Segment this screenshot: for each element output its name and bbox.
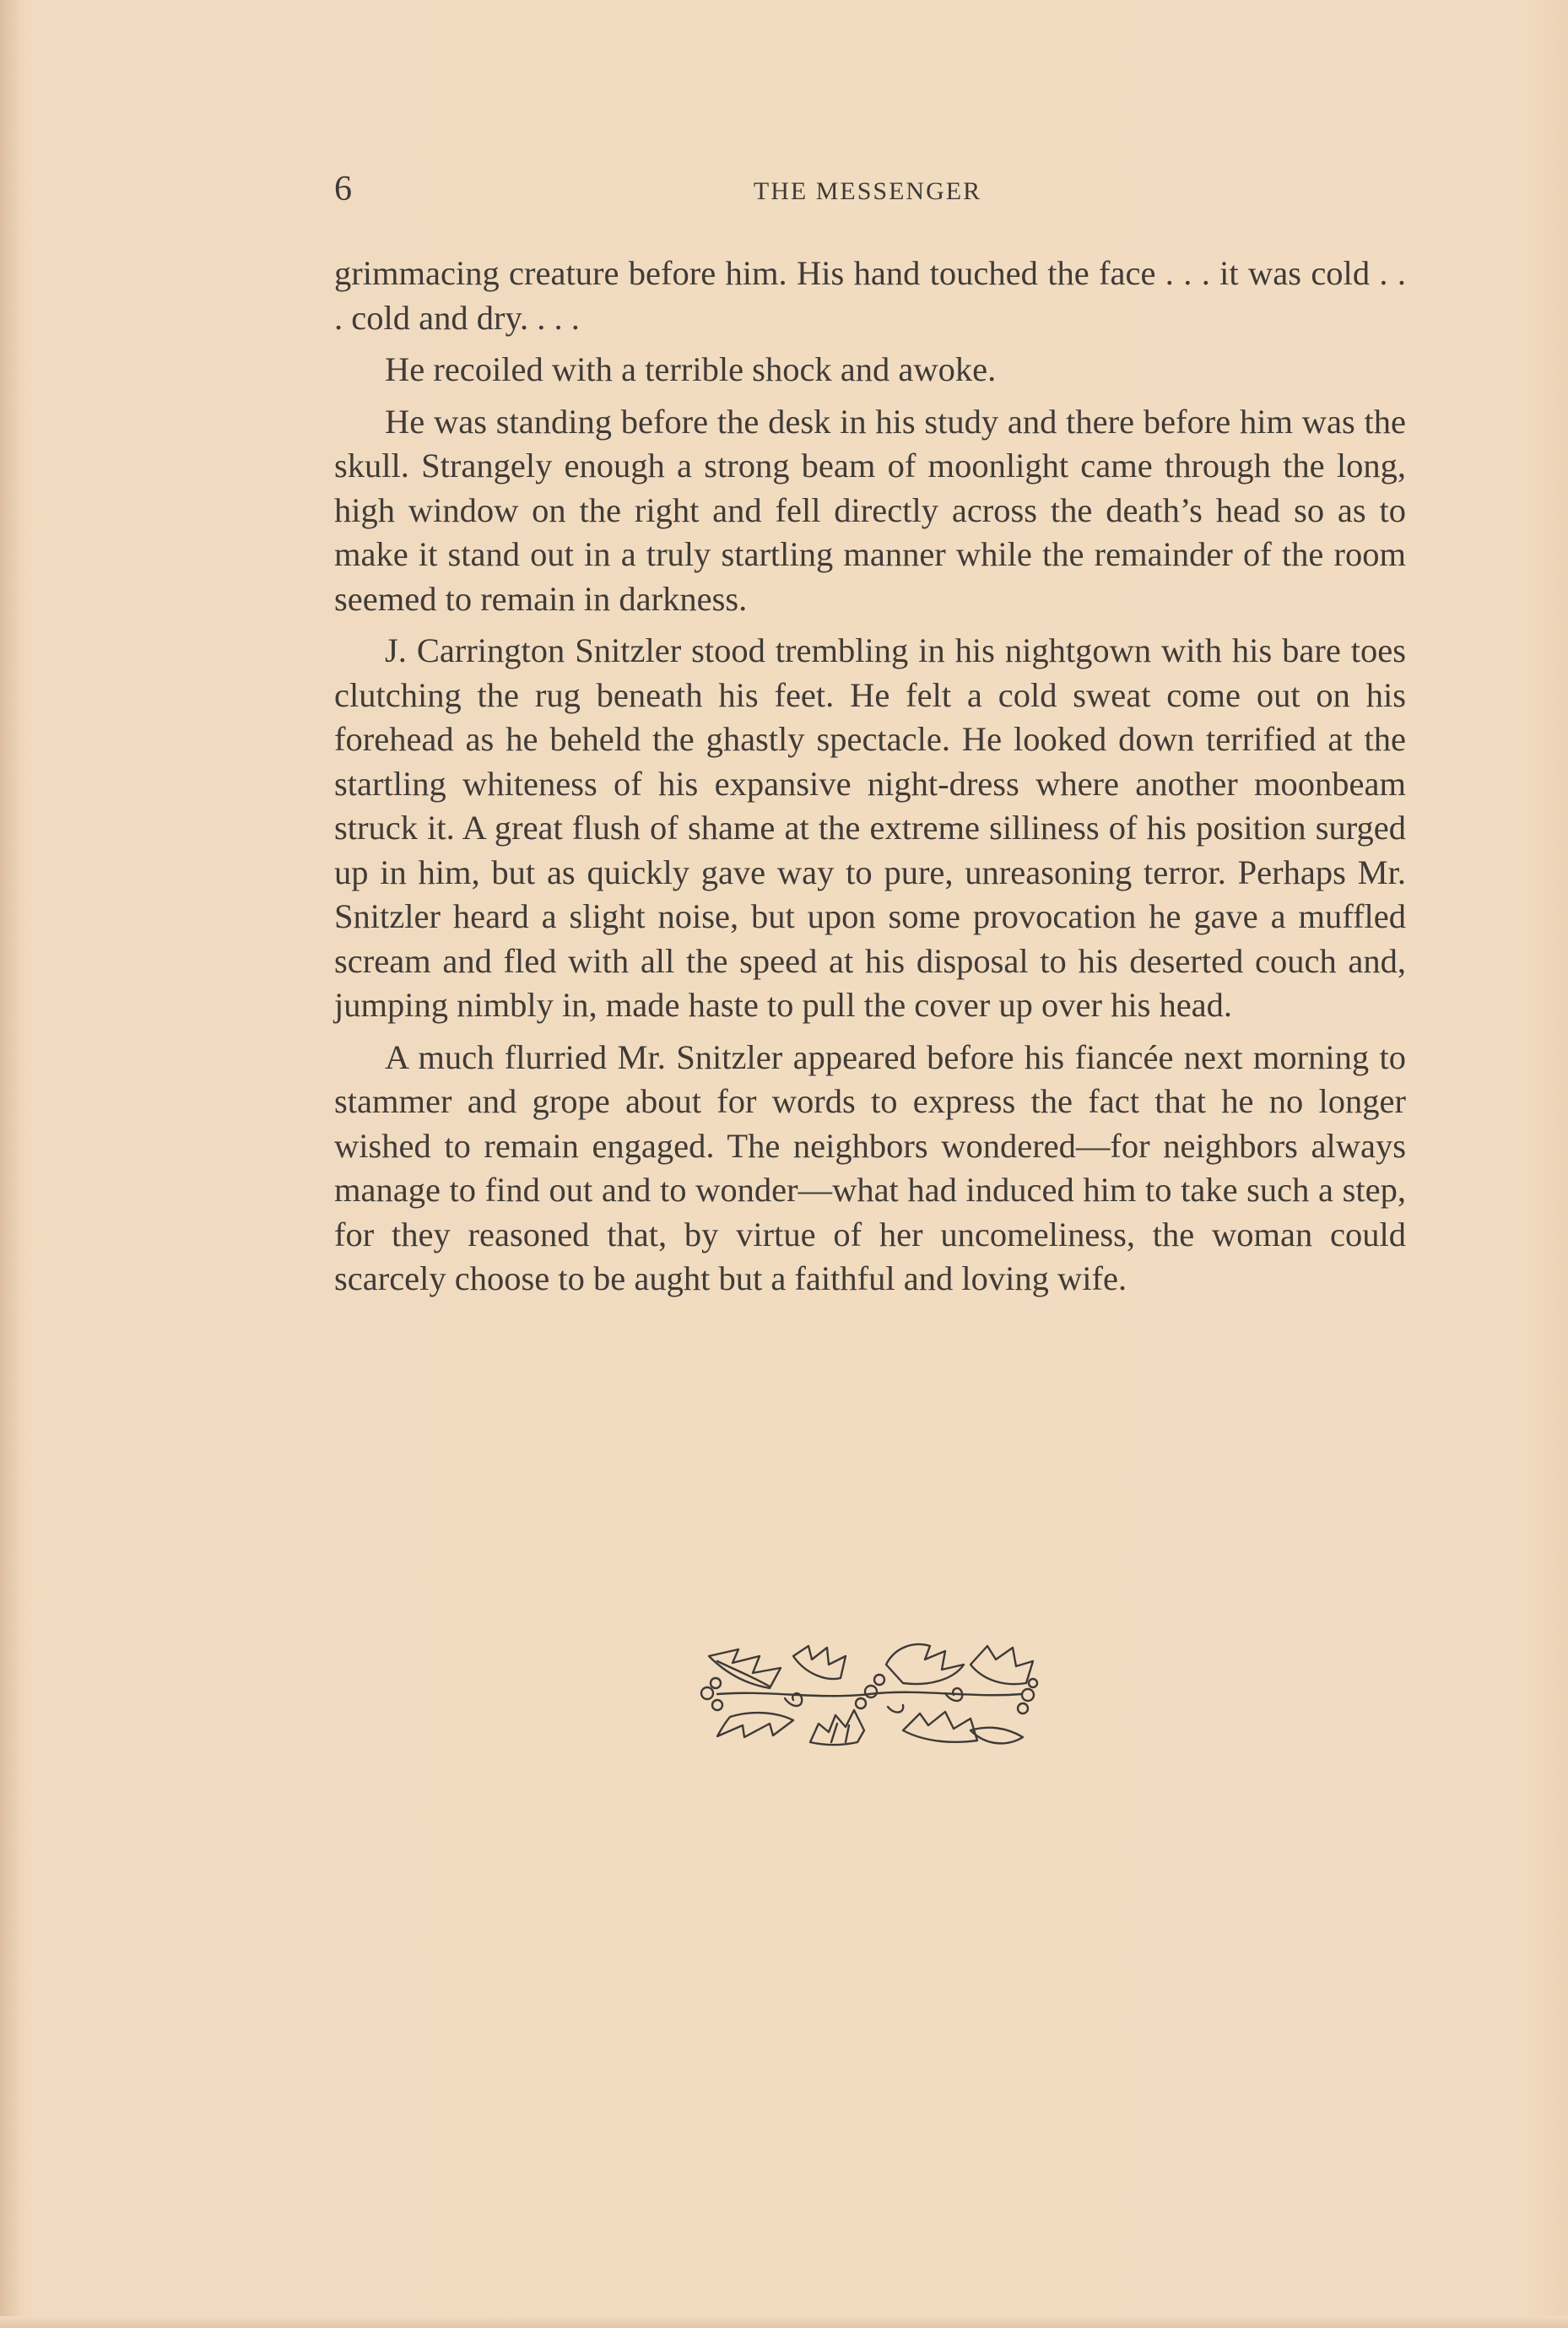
running-title: THE MESSENGER	[753, 177, 982, 205]
leaf-vine-ornament-icon	[692, 1631, 1046, 1757]
paragraph: grimmacing creature before him. His hand touched the face . . . it was cold . . . cold and dry. . . .	[334, 254, 1406, 337]
paragraph: A much flurried Mr. Snitzler appeared before his fiancée next morning to stammer and grope about for words to express the fact that he no longer wished to remain engaged. The neighbors wondered—for neighbors always manage to find out and to wonder—what had induced him to take such a step, for they reasoned that, by virtue of her uncomeliness, the woman could scarcely choose to be aught but a faithful and loving wife.	[334, 1037, 1406, 1297]
running-head	[334, 169, 1401, 211]
page-bottom-edge	[0, 2316, 1568, 2328]
page-left-edge	[0, 0, 19, 2328]
paragraph: He recoiled with a terrible shock and awoke.	[385, 350, 997, 388]
paragraph: He was standing before the desk in his study and there before him was the skull. Strangely enough a strong beam of moonlight came through the long, high window on the right and fell directly across the death’s head so as to make it stand out in a truly startling manner while the remainder of the room seemed to remain in darkness.	[334, 402, 1406, 618]
page-number: 6	[334, 170, 352, 208]
paragraph: J. Carrington Snitzler stood trembling in his nightgown with his bare toes clutching the rug beneath his feet. He felt a cold sweat come out on his forehead as he beheld the ghastly spectacle. He looked down terrified at the startling whiteness of his expansive night-dress where another moonbeam struck it. A great flush of shame at the extreme silliness of his position surged up in him, but as quickly gave way to pure, unreasoning terror. Perhaps Mr. Snitzler heard a slight noise, but upon some provocation he gave a muffled scream and fled with all the speed at his disposal to his deserted couch and, jumping nimbly in, made haste to pull the cover up over his head.	[334, 631, 1406, 1024]
body-text	[334, 252, 1406, 1309]
